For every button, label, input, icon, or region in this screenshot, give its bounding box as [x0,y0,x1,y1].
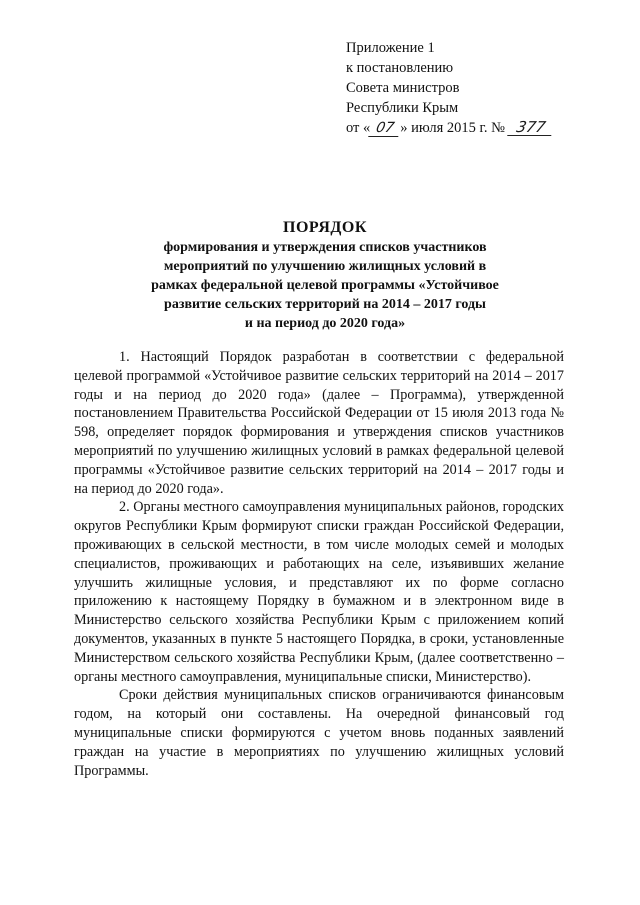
paragraph-1: 1. Настоящий Порядок разработан в соответствии с федеральной целевой программой «Устойчивое развитие сельских территорий на 2014 – 2017 годы и на период до 2020 года» (далее – Программа), утвержденной постановлением Правительства Российской Федерации от 15 июля 2013 года № 598, определяет порядок формирования и утверждения списков участников мероприятий по улучшению жилищных условий в рамках федеральной целевой программы «Устойчивое развитие сельских территорий на 2014 – 2017 годы и на период до 2020 года». [74,349,564,497]
annex-line: Приложение 1 [346,40,435,56]
handwritten-day: 07 [368,120,402,137]
annex-line: Совета министров [346,80,460,96]
title-line: формирования и утверждения списков участников [163,240,487,255]
title-heading: ПОРЯДОК [283,219,367,236]
paragraph-2: 2. Органы местного самоуправления муниципальных районов, городских округов Республики Крым формируют списки граждан Российской Федерации, проживающих в сельской местности, в том числе молодых семей и молодых специалистов, проживающих и работающих на селе, изъявивших желание улучшить жилищные условия, и представляют их по форме согласно приложению к настоящему Порядку в бумажном и в электронном виде в Министерство сельского хозяйства Республики Крым с приложением копий документов, указанных в пункте 5 настоящего Порядка, в сроки, установленные Министерством сельского хозяйства Республики Крым, (далее соответственно – органы местного самоуправления, муниципальные списки, Министерство). [74,499,564,685]
annex-line: к постановлению [346,60,454,76]
annex-line: Республики Крым [346,100,459,116]
annex-date-middle: » июля 2015 г. № [400,120,505,136]
annex-header [346,38,553,138]
annex-date-line [346,118,553,138]
title-line: мероприятий по улучшению жилищных условий в [163,259,487,274]
handwritten-number: 377 [507,119,555,136]
title-line: рамках федеральной целевой программы «Устойчивое [151,278,499,293]
document-body [74,348,564,780]
annex-date-prefix: от « [346,120,371,136]
title-line: развитие сельских территорий на 2014 – 2017 годы [164,297,486,312]
document-title [86,218,564,333]
title-line: и на период до 2020 года» [244,316,406,331]
paragraph-3: Сроки действия муниципальных списков ограничиваются финансовым годом, на который они составлены. На очередной финансовый год муниципальные списки формируются с учетом вновь поданных заявлений граждан на участие в мероприятиях по улучшению жилищных условий Программы. [74,687,564,779]
